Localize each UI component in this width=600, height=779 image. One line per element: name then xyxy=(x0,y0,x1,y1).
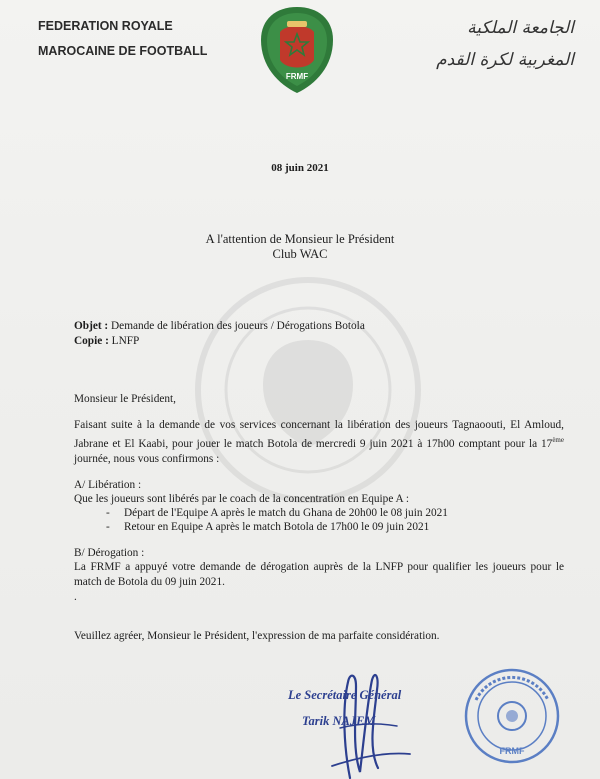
intro-superscript: ème xyxy=(552,436,564,444)
stray-dot: . xyxy=(74,591,77,603)
copie-label: Copie : xyxy=(74,335,109,347)
intro-part1: Faisant suite à la demande de vos services concernant la libération des joueurs Tagnaoouti, El Amloud, Jabrane et El Kaabi, pour jouer le match Botola de mercredi 9 juin 2021 à 17h00 comptant pour la 17 xyxy=(74,419,564,450)
signature-name: Tarik NAJEM xyxy=(302,714,376,728)
bullet-item: - xyxy=(106,521,110,533)
org-ar-line1: الجامعة الملكية xyxy=(467,18,574,38)
org-fr-line2: MAROCAINE DE FOOTBALL xyxy=(38,44,208,58)
letterhead-org-french xyxy=(38,14,207,64)
official-round-stamp xyxy=(462,666,562,766)
letter-date: 08 juin 2021 xyxy=(271,162,329,174)
org-ar-line2: المغربية لكرة القدم xyxy=(436,50,574,70)
signature-block xyxy=(282,668,442,779)
bullet-item: - xyxy=(106,507,110,519)
section-a-bullet-2: Retour en Equipe A après le match Botola de 17h00 le 09 juin 2021 xyxy=(124,521,430,533)
recipient-line2: Club WAC xyxy=(272,247,328,261)
intro-paragraph xyxy=(74,418,564,467)
objet-text: Demande de libération des joueurs / Dérogations Botola xyxy=(108,320,365,332)
salutation: Monsieur le Président, xyxy=(74,393,176,405)
section-a-title: A/ Libération : xyxy=(74,479,142,491)
stamp-text: FRMF xyxy=(499,746,525,756)
closing-line: Veuillez agréer, Monsieur le Président, l'expression de ma parfaite considération. xyxy=(74,630,440,642)
section-b-title: B/ Dérogation : xyxy=(74,547,145,559)
frmf-crest-logo xyxy=(256,4,338,96)
section-a-bullet-1: Départ de l'Equipe A après le match du Ghana de 20h00 le 08 juin 2021 xyxy=(124,507,448,519)
section-b-text: La FRMF a appuyé votre demande de dérogation auprès de la LNFP pour qualifier les joueurs pour le match de Botola du 09 juin 2021. xyxy=(74,561,564,588)
objet-line xyxy=(74,319,365,334)
copie-line xyxy=(74,334,139,349)
signature-title: Le Secrétaire Général xyxy=(288,688,402,702)
copie-text: LNFP xyxy=(108,335,140,347)
org-fr-line1: FEDERATION ROYALE xyxy=(38,19,173,33)
objet-label: Objet : xyxy=(74,320,109,332)
letterhead-org-arabic xyxy=(414,12,574,76)
recipient-line1: A l'attention de Monsieur le Président xyxy=(205,232,395,246)
intro-part2: journée, nous vous confirmons : xyxy=(74,452,220,465)
logo-text: FRMF xyxy=(285,72,309,81)
recipient-block xyxy=(0,232,600,262)
frmf-watermark xyxy=(188,270,428,510)
section-a-text: Que les joueurs sont libérés par le coach de la concentration en Equipe A : xyxy=(74,493,410,505)
